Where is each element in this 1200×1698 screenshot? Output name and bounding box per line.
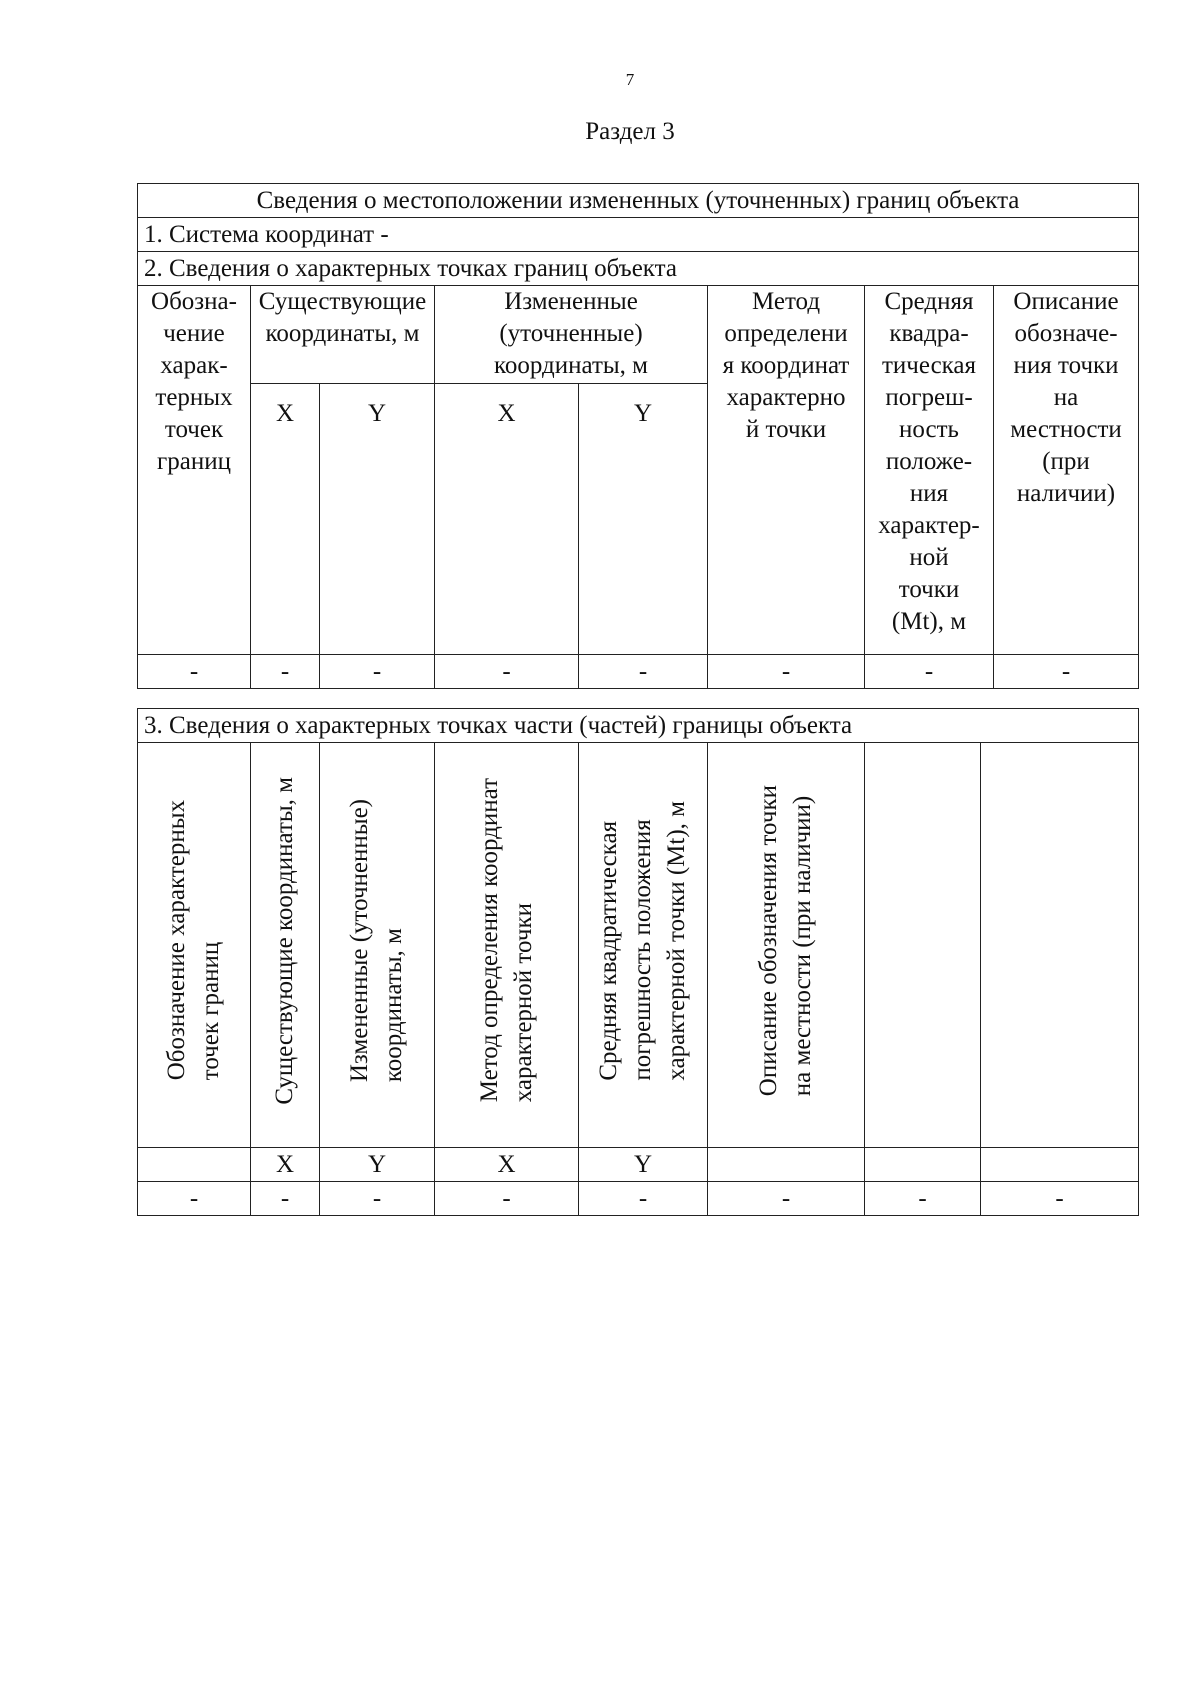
table-cell — [138, 1148, 251, 1182]
table-cell: - — [981, 1182, 1139, 1216]
coordinate-system-row: 1. Система координат - — [138, 218, 1139, 252]
header-existing-y: Y — [320, 384, 435, 655]
header-point-designation: Обозна- чение харак- терных точек границ — [138, 286, 251, 655]
table-cell: - — [138, 1182, 251, 1216]
vheader-changed-coordinates: Измененные (уточненные) координаты, м — [320, 743, 435, 1148]
table-cell: - — [320, 655, 435, 689]
table-cell: - — [579, 1182, 708, 1216]
empty-header-cell — [865, 743, 981, 1148]
header-method: Метод определени я координат характерно й точки — [708, 286, 865, 655]
boundary-points-table — [137, 183, 1139, 689]
table-cell: - — [435, 1182, 579, 1216]
header-description: Описание обозначе- ния точки на местности (при наличии) — [994, 286, 1139, 655]
x-label-cell: X — [251, 1148, 320, 1182]
vheader-existing-coordinates: Существующие координаты, м — [251, 743, 320, 1148]
vheader-mean-error: Средняя квадратическая погрешность положения характерной точки (Mt), м — [579, 743, 708, 1148]
table-cell: - — [865, 1182, 981, 1216]
table-cell: - — [320, 1182, 435, 1216]
boundary-points-caption: 2. Сведения о характерных точках границ объекта — [138, 252, 1139, 286]
header-mean-error: Средняя квадра- тическая погреш- ность положе- ния характер- ной точки (Mt), м — [865, 286, 994, 655]
header-changed-x: X — [435, 384, 579, 655]
part-boundary-caption: 3. Сведения о характерных точках части (частей) границы объекта — [138, 709, 1139, 743]
table-row — [138, 655, 1139, 689]
y-label-cell: Y — [320, 1148, 435, 1182]
table-row — [138, 1182, 1139, 1216]
header-changed-y: Y — [579, 384, 708, 655]
header-changed-coordinates: Измененные (уточненные) координаты, м — [435, 286, 708, 384]
table-cell: - — [994, 655, 1139, 689]
table-cell: - — [708, 1182, 865, 1216]
page-number: 7 — [625, 70, 635, 89]
table-cell: - — [138, 655, 251, 689]
table-title: Сведения о местоположении измененных (уточненных) границ объекта — [138, 184, 1139, 218]
table-cell: - — [435, 655, 579, 689]
table-cell — [865, 1148, 981, 1182]
table-cell: - — [579, 655, 708, 689]
section-title: Раздел 3 — [585, 118, 675, 145]
x-label-cell: X — [435, 1148, 579, 1182]
table-cell — [708, 1148, 865, 1182]
y-label-cell: Y — [579, 1148, 708, 1182]
vheader-point-designation: Обозначение характерных точек границ — [138, 743, 251, 1148]
header-existing-coordinates: Существующие координаты, м — [251, 286, 435, 384]
vheader-description: Описание обозначения точки на местности (при наличии) — [708, 743, 865, 1148]
header-existing-x: X — [251, 384, 320, 655]
table-cell: - — [251, 1182, 320, 1216]
vheader-method: Метод определения координат характерной точки — [435, 743, 579, 1148]
table-cell: - — [865, 655, 994, 689]
table-cell: - — [251, 655, 320, 689]
part-boundary-points-table — [137, 708, 1139, 1216]
table-row — [138, 1148, 1139, 1182]
empty-header-cell — [981, 743, 1139, 1148]
table-cell — [981, 1148, 1139, 1182]
table-cell: - — [708, 655, 865, 689]
